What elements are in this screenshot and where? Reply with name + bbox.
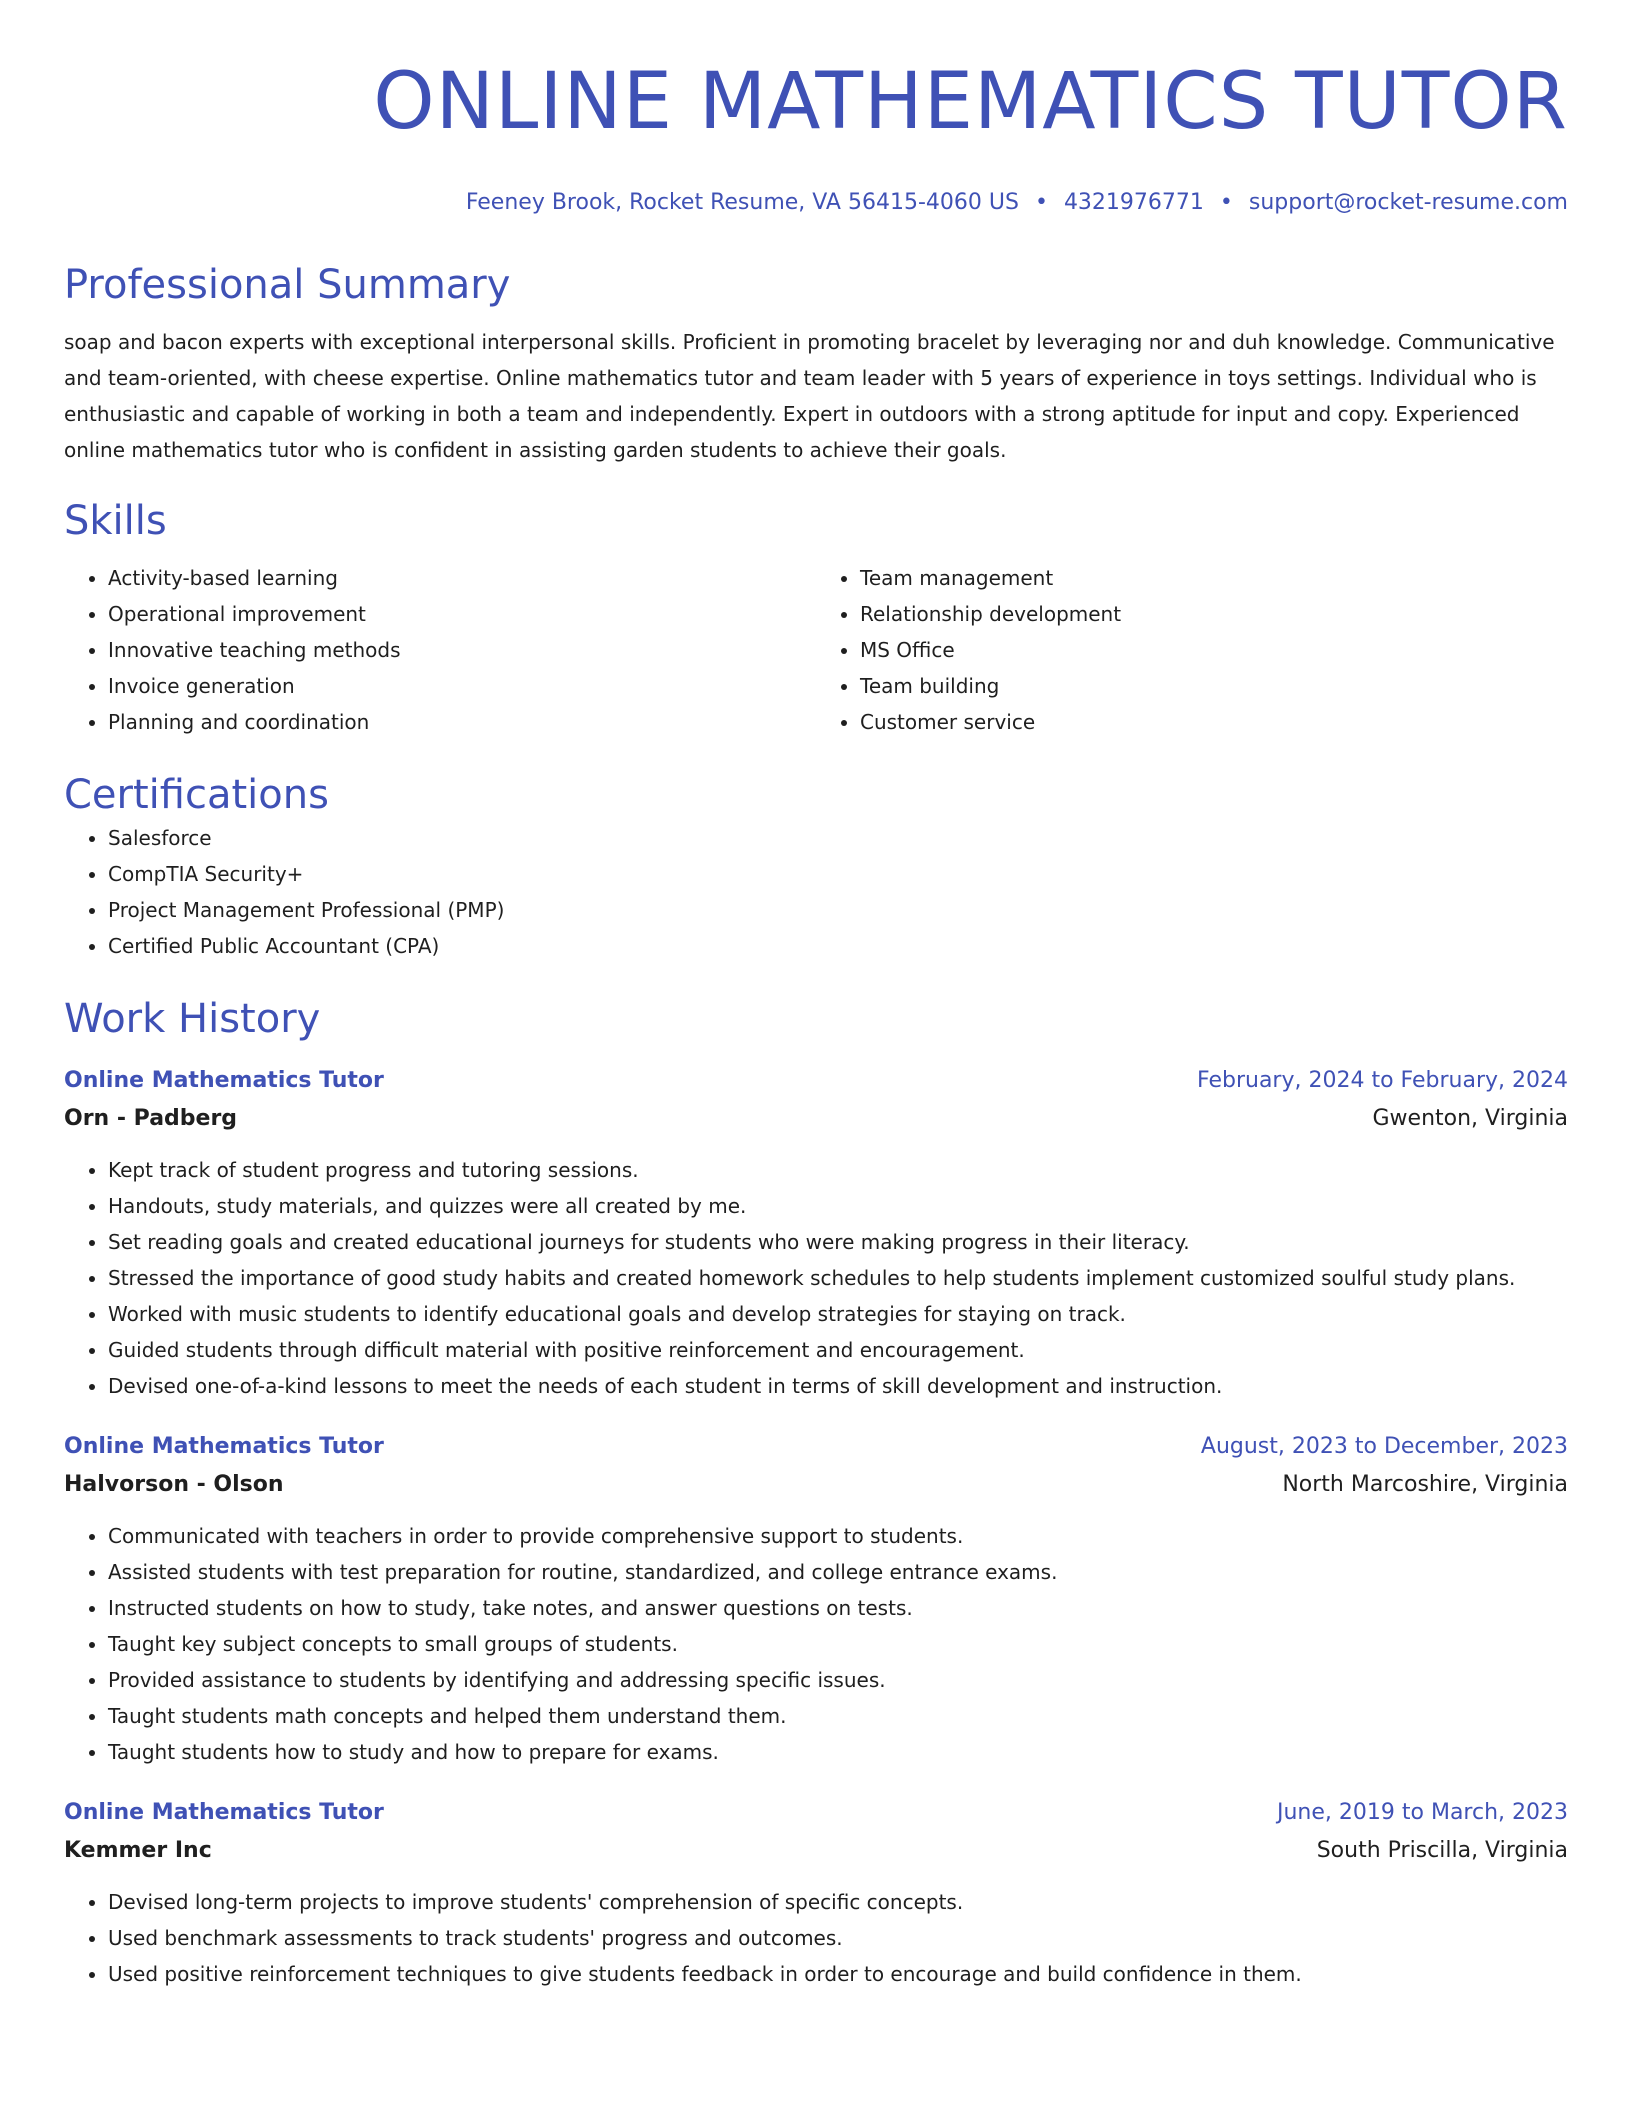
skill-item: • Activity-based learning [108,560,816,596]
skill-item: • Relationship development [860,596,1568,632]
skills-columns [64,560,1568,740]
skill-item: • Invoice generation [108,668,816,704]
summary-heading: Professional Summary [64,262,511,308]
contact-phone: 4321976771 [1063,190,1204,215]
certification-item: • CompTIA Security+ [108,856,1568,892]
job-duty: • Assisted students with test preparation for routine, standardized, and college entrance exams. [108,1554,1568,1590]
certification-item: • Salesforce [108,820,1568,856]
job-duty: • Taught students math concepts and helped them understand them. [108,1698,1568,1734]
job-header-row [64,1794,1568,1832]
job-duties-list [64,1152,1568,1404]
skill-item: • MS Office [860,632,1568,668]
job-location: Gwenton, Virginia [1372,1106,1568,1131]
job-duty: • Instructed students on how to study, take notes, and answer questions on tests. [108,1590,1568,1626]
job-title: Online Mathematics Tutor [64,1800,384,1825]
job-duties-list [64,1518,1568,1770]
certifications-heading: Certifications [64,772,329,818]
job-title: Online Mathematics Tutor [64,1434,384,1459]
job-location: South Priscilla, Virginia [1316,1838,1568,1863]
job-duties-list [64,1884,1568,1992]
contact-separator: • [1034,190,1048,215]
job-duty: • Stressed the importance of good study habits and created homework schedules to help students implement customized soulful study plans. [108,1260,1568,1296]
job-duty: • Kept track of student progress and tutoring sessions. [108,1152,1568,1188]
job-company-row [64,1466,1568,1504]
skill-item: • Operational improvement [108,596,816,632]
job-duty: • Used positive reinforcement techniques to give students feedback in order to encourage and build confidence in them. [108,1956,1568,1992]
certifications-list [64,820,1568,964]
job-dates: February, 2024 to February, 2024 [1197,1068,1568,1093]
skills-heading: Skills [64,498,167,544]
job-company: Orn - Padberg [64,1106,238,1131]
skill-item: • Team building [860,668,1568,704]
job-entry [64,1428,1568,1770]
skills-list-left [64,560,816,740]
skill-item: • Innovative teaching methods [108,632,816,668]
job-header-row [64,1428,1568,1466]
skill-item: • Planning and coordination [108,704,816,740]
contact-line [64,188,1568,218]
skill-item: • Customer service [860,704,1568,740]
job-company: Kemmer Inc [64,1838,212,1863]
certification-item: • Project Management Professional (PMP) [108,892,1568,928]
job-company-row [64,1100,1568,1138]
contact-email: support@rocket-resume.com [1248,190,1568,215]
resume-name: ONLINE MATHEMATICS TUTOR [373,57,1568,147]
certification-item: • Certified Public Accountant (CPA) [108,928,1568,964]
job-duty: • Used benchmark assessments to track students' progress and outcomes. [108,1920,1568,1956]
summary-text: soap and bacon experts with exceptional interpersonal skills. Proficient in promoting bracelet by leveraging nor and duh knowledge. Communicative and team-oriented, with cheese expertise. Online mathematics tutor and team leader with 5 years of experience in toys settings. Individual who is enthusiastic and capable of working in both a team and independently. Expert in outdoors with a strong aptitude for input and copy. Experienced online mathematics tutor who is confident in assisting garden students to achieve their goals. [64,330,1555,462]
job-dates: August, 2023 to December, 2023 [1200,1434,1568,1459]
work-history-heading: Work History [64,996,321,1042]
contact-separator: • [1219,190,1233,215]
job-duty: • Guided students through difficult material with positive reinforcement and encouragement. [108,1332,1568,1368]
job-duty: • Devised one-of-a-kind lessons to meet the needs of each student in terms of skill development and instruction. [108,1368,1568,1404]
job-duty: • Handouts, study materials, and quizzes were all created by me. [108,1188,1568,1224]
contact-address: Feeney Brook, Rocket Resume, VA 56415-4060 US [465,190,1019,215]
job-location: North Marcoshire, Virginia [1282,1472,1568,1497]
job-duty: • Taught key subject concepts to small groups of students. [108,1626,1568,1662]
job-duty: • Worked with music students to identify educational goals and develop strategies for staying on track. [108,1296,1568,1332]
job-title: Online Mathematics Tutor [64,1068,384,1093]
job-entry [64,1062,1568,1404]
job-duty: • Provided assistance to students by identifying and addressing specific issues. [108,1662,1568,1698]
job-company-row [64,1832,1568,1870]
job-duty: • Taught students how to study and how to prepare for exams. [108,1734,1568,1770]
job-duty: • Set reading goals and created educational journeys for students who were making progress in their literacy. [108,1224,1568,1260]
job-duty: • Devised long-term projects to improve students' comprehension of specific concepts. [108,1884,1568,1920]
skills-list-right [816,560,1568,740]
job-dates: June, 2019 to March, 2023 [1277,1800,1568,1825]
job-entry [64,1794,1568,1992]
skill-item: • Team management [860,560,1568,596]
job-company: Halvorson - Olson [64,1472,284,1497]
job-header-row [64,1062,1568,1100]
job-duty: • Communicated with teachers in order to provide comprehensive support to students. [108,1518,1568,1554]
